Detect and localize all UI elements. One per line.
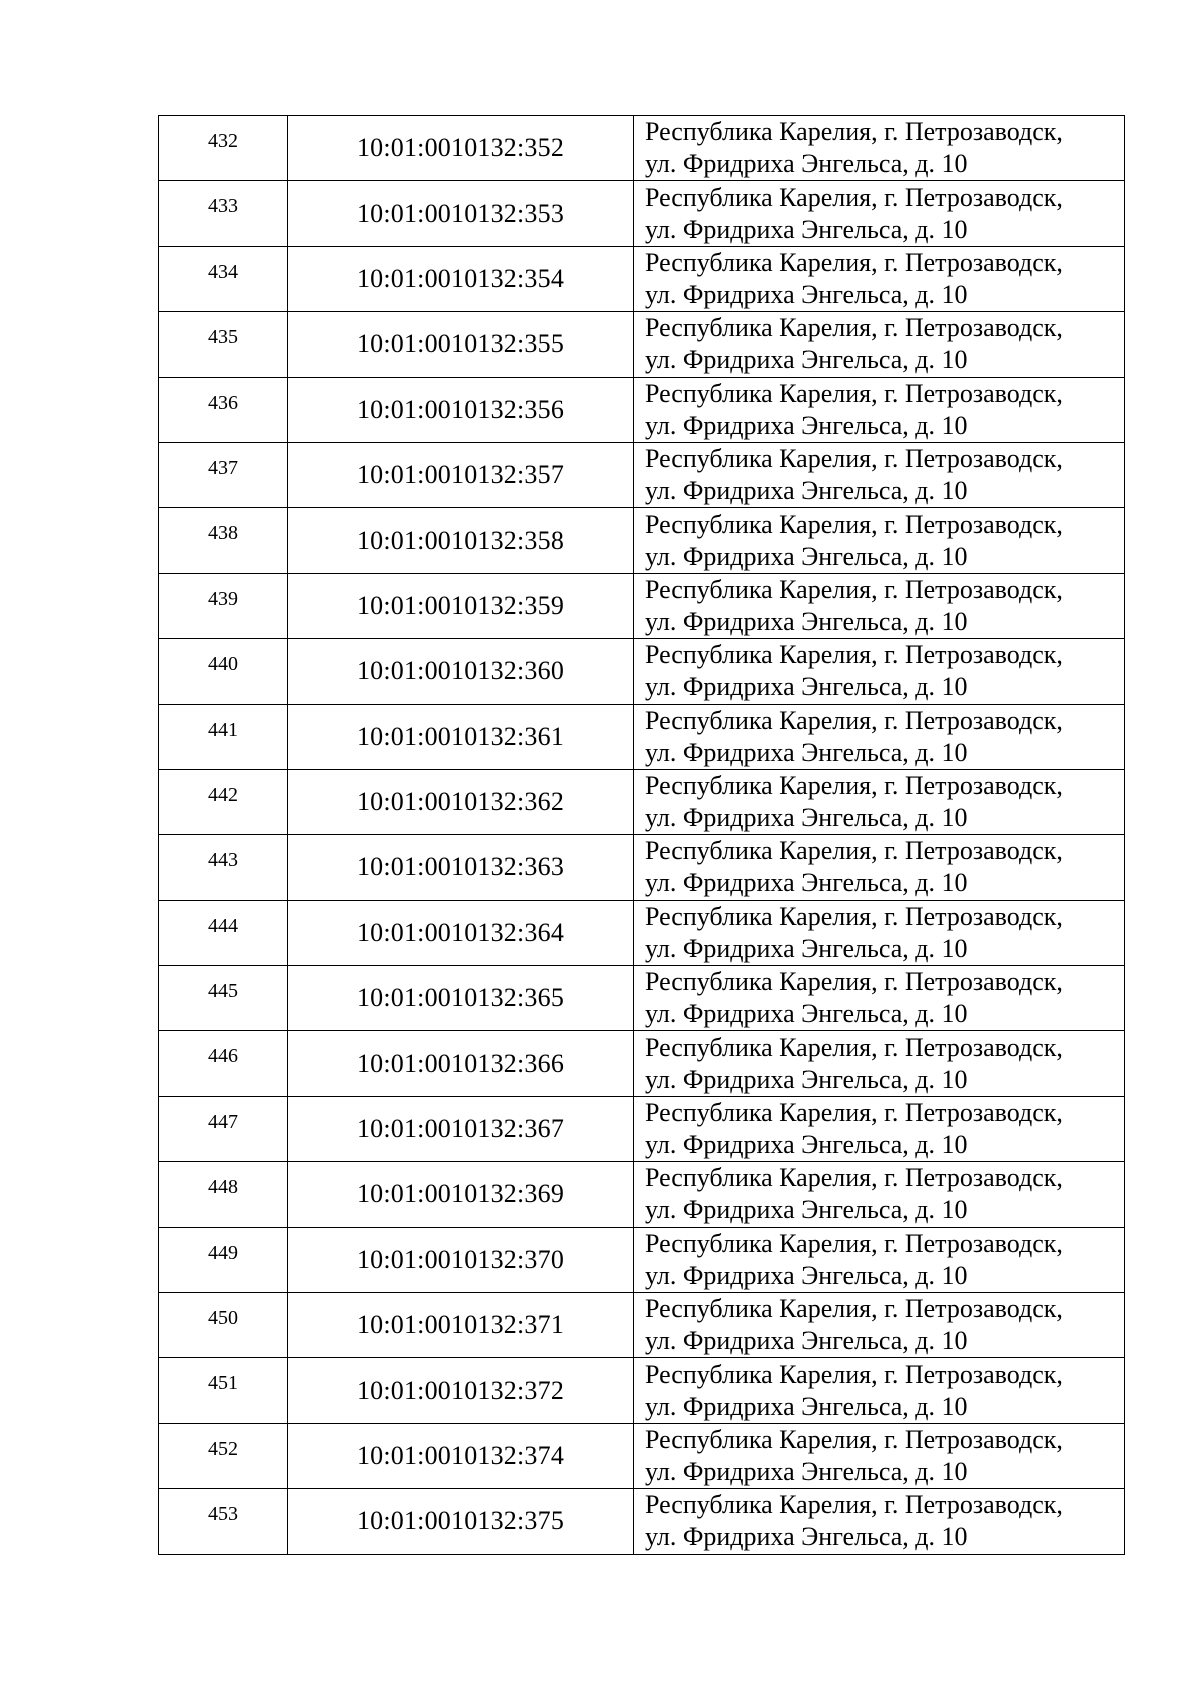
address-line-2: ул. Фридриха Энгельса, д. 10 <box>645 1391 968 1421</box>
address-line-1: Республика Карелия, г. Петрозаводск, <box>645 1359 1063 1389</box>
table-row <box>159 181 1125 246</box>
table-row <box>159 966 1125 1031</box>
address-line-1: Республика Карелия, г. Петрозаводск, <box>645 1163 1063 1193</box>
address-line-1: Республика Карелия, г. Петрозаводск, <box>645 117 1063 147</box>
row-number-cell: 445 <box>159 966 288 1031</box>
address-line-2: ул. Фридриха Энгельса, д. 10 <box>645 1326 968 1356</box>
address-cell <box>634 835 1125 900</box>
address-line-1: Республика Карелия, г. Петрозаводск, <box>645 1228 1063 1258</box>
cadastral-number-cell: 10:01:0010132:355 <box>288 312 634 377</box>
address-line-2: ул. Фридриха Энгельса, д. 10 <box>645 345 968 375</box>
table-row <box>159 1227 1125 1292</box>
address-cell <box>634 704 1125 769</box>
cadastral-number-cell: 10:01:0010132:357 <box>288 442 634 507</box>
cadastral-number-cell: 10:01:0010132:367 <box>288 1096 634 1161</box>
row-number-cell: 436 <box>159 377 288 442</box>
address-cell <box>634 1423 1125 1488</box>
address-line-2: ул. Фридриха Энгельса, д. 10 <box>645 606 968 636</box>
address-line-2: ул. Фридриха Энгельса, д. 10 <box>645 1195 968 1225</box>
address-line-1: Республика Карелия, г. Петрозаводск, <box>645 1425 1063 1454</box>
cadastral-number-cell: 10:01:0010132:352 <box>288 116 634 181</box>
address-line-2: ул. Фридриха Энгельса, д. 10 <box>645 803 968 833</box>
address-cell <box>634 181 1125 246</box>
address-line-2: ул. Фридриха Энгельса, д. 10 <box>645 1130 968 1160</box>
address-line-2: ул. Фридриха Энгельса, д. 10 <box>645 1522 968 1552</box>
address-line-1: Республика Карелия, г. Петрозаводск, <box>645 705 1063 735</box>
table-row <box>159 377 1125 442</box>
cadastral-number-cell: 10:01:0010132:372 <box>288 1358 634 1423</box>
address-line-1: Республика Карелия, г. Петрозаводск, <box>645 640 1063 670</box>
address-cell <box>634 1358 1125 1423</box>
cadastral-number-cell: 10:01:0010132:359 <box>288 573 634 638</box>
row-number-cell: 450 <box>159 1293 288 1358</box>
row-number-cell: 433 <box>159 181 288 246</box>
address-line-1: Республика Карелия, г. Петрозаводск, <box>645 836 1063 866</box>
address-cell <box>634 312 1125 377</box>
cadastral-number-cell: 10:01:0010132:361 <box>288 704 634 769</box>
address-line-2: ул. Фридриха Энгельса, д. 10 <box>645 933 968 963</box>
table-row <box>159 1423 1125 1488</box>
table-row <box>159 442 1125 507</box>
address-cell <box>634 1489 1125 1554</box>
table-row <box>159 704 1125 769</box>
row-number-cell: 432 <box>159 116 288 181</box>
row-number-cell: 442 <box>159 769 288 834</box>
address-line-1: Республика Карелия, г. Петрозаводск, <box>645 771 1063 801</box>
cadastral-number-cell: 10:01:0010132:370 <box>288 1227 634 1292</box>
table-row <box>159 1358 1125 1423</box>
address-cell <box>634 116 1125 181</box>
address-line-1: Республика Карелия, г. Петрозаводск, <box>645 1294 1063 1324</box>
cadastral-number-cell: 10:01:0010132:371 <box>288 1293 634 1358</box>
address-line-1: Республика Карелия, г. Петрозаводск, <box>645 313 1063 343</box>
table-row <box>159 769 1125 834</box>
table-row <box>159 1293 1125 1358</box>
row-number-cell: 447 <box>159 1096 288 1161</box>
row-number-cell: 452 <box>159 1423 288 1488</box>
address-cell <box>634 377 1125 442</box>
row-number-cell: 438 <box>159 508 288 573</box>
address-line-2: ул. Фридриха Энгельса, д. 10 <box>645 214 968 244</box>
address-line-2: ул. Фридриха Энгельса, д. 10 <box>645 149 968 179</box>
table-row <box>159 835 1125 900</box>
address-line-1: Республика Карелия, г. Петрозаводск, <box>645 901 1063 931</box>
table-row <box>159 639 1125 704</box>
cadastral-number-cell: 10:01:0010132:374 <box>288 1423 634 1488</box>
cadastral-number-cell: 10:01:0010132:365 <box>288 966 634 1031</box>
address-cell <box>634 1227 1125 1292</box>
address-line-1: Республика Карелия, г. Петрозаводск, <box>645 1490 1063 1520</box>
row-number-cell: 437 <box>159 442 288 507</box>
address-line-1: Республика Карелия, г. Петрозаводск, <box>645 444 1063 474</box>
cadastral-number-cell: 10:01:0010132:363 <box>288 835 634 900</box>
address-line-2: ул. Фридриха Энгельса, д. 10 <box>645 1064 968 1094</box>
address-line-2: ул. Фридриха Энгельса, д. 10 <box>645 999 968 1029</box>
row-number-cell: 440 <box>159 639 288 704</box>
address-line-2: ул. Фридриха Энгельса, д. 10 <box>645 1457 968 1486</box>
row-number-cell: 443 <box>159 835 288 900</box>
address-cell <box>634 442 1125 507</box>
cadastral-number-cell: 10:01:0010132:364 <box>288 900 634 965</box>
address-line-2: ул. Фридриха Энгельса, д. 10 <box>645 279 968 309</box>
registry-table-body <box>159 116 1125 1555</box>
table-row <box>159 1162 1125 1227</box>
address-line-2: ул. Фридриха Энгельса, д. 10 <box>645 476 968 506</box>
address-line-2: ул. Фридриха Энгельса, д. 10 <box>645 541 968 571</box>
table-row <box>159 1031 1125 1096</box>
cadastral-number-cell: 10:01:0010132:356 <box>288 377 634 442</box>
address-cell <box>634 966 1125 1031</box>
address-cell <box>634 1293 1125 1358</box>
address-line-2: ул. Фридриха Энгельса, д. 10 <box>645 868 968 898</box>
table-row <box>159 508 1125 573</box>
address-line-1: Республика Карелия, г. Петрозаводск, <box>645 378 1063 408</box>
row-number-cell: 434 <box>159 246 288 311</box>
address-cell <box>634 246 1125 311</box>
address-line-1: Республика Карелия, г. Петрозаводск, <box>645 1032 1063 1062</box>
table-row <box>159 116 1125 181</box>
table-row <box>159 900 1125 965</box>
cadastral-number-cell: 10:01:0010132:369 <box>288 1162 634 1227</box>
cadastral-number-cell: 10:01:0010132:362 <box>288 769 634 834</box>
row-number-cell: 448 <box>159 1162 288 1227</box>
cadastral-number-cell: 10:01:0010132:358 <box>288 508 634 573</box>
address-cell <box>634 1162 1125 1227</box>
address-line-1: Республика Карелия, г. Петрозаводск, <box>645 1098 1063 1128</box>
address-cell <box>634 639 1125 704</box>
address-line-2: ул. Фридриха Энгельса, д. 10 <box>645 410 968 440</box>
property-registry-table <box>158 115 1125 1555</box>
address-line-1: Республика Карелия, г. Петрозаводск, <box>645 967 1063 997</box>
address-line-2: ул. Фридриха Энгельса, д. 10 <box>645 672 968 702</box>
address-cell <box>634 573 1125 638</box>
row-number-cell: 439 <box>159 573 288 638</box>
cadastral-number-cell: 10:01:0010132:366 <box>288 1031 634 1096</box>
address-cell <box>634 508 1125 573</box>
cadastral-number-cell: 10:01:0010132:375 <box>288 1489 634 1554</box>
address-line-2: ул. Фридриха Энгельса, д. 10 <box>645 737 968 767</box>
address-cell <box>634 900 1125 965</box>
cadastral-number-cell: 10:01:0010132:354 <box>288 246 634 311</box>
address-cell <box>634 1031 1125 1096</box>
row-number-cell: 446 <box>159 1031 288 1096</box>
address-line-1: Республика Карелия, г. Петрозаводск, <box>645 247 1063 277</box>
row-number-cell: 441 <box>159 704 288 769</box>
table-row <box>159 1096 1125 1161</box>
table-row <box>159 312 1125 377</box>
row-number-cell: 449 <box>159 1227 288 1292</box>
row-number-cell: 435 <box>159 312 288 377</box>
address-line-1: Республика Карелия, г. Петрозаводск, <box>645 182 1063 212</box>
table-row <box>159 246 1125 311</box>
address-cell <box>634 1096 1125 1161</box>
address-line-1: Республика Карелия, г. Петрозаводск, <box>645 574 1063 604</box>
table-row <box>159 1489 1125 1554</box>
table-row <box>159 573 1125 638</box>
address-line-1: Республика Карелия, г. Петрозаводск, <box>645 509 1063 539</box>
address-cell <box>634 769 1125 834</box>
row-number-cell: 451 <box>159 1358 288 1423</box>
row-number-cell: 453 <box>159 1489 288 1554</box>
cadastral-number-cell: 10:01:0010132:360 <box>288 639 634 704</box>
row-number-cell: 444 <box>159 900 288 965</box>
cadastral-number-cell: 10:01:0010132:353 <box>288 181 634 246</box>
address-line-2: ул. Фридриха Энгельса, д. 10 <box>645 1260 968 1290</box>
